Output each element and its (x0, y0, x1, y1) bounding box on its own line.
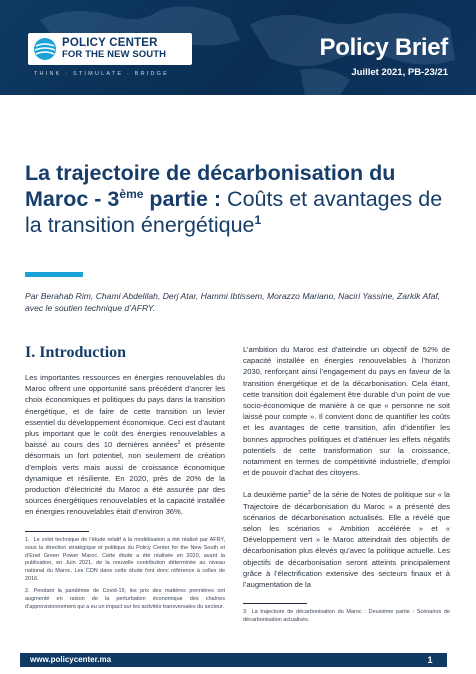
title-part-1: La trajectoire de décarbonisation du Maroc - 3 (25, 161, 396, 211)
footnote-number: 3. (243, 609, 248, 615)
footnote-number: 2. (25, 588, 30, 594)
logo-line-2: FOR THE NEW SOUTH (62, 49, 167, 60)
page-title (25, 160, 455, 238)
footnote-2 (25, 588, 225, 611)
intro-text-b: et présente désormais un fort potentiel, non seulement de création d’emplois verts mais aussi de croissance économique dynamique et résiliente. En 2020, près de 20% de la production d’électricité du Maroc a été assurée par des sources énergétiques renouvelables et la capacité installée en énergies renouvelables était d’environ 36%. (25, 440, 226, 517)
document-type: Policy Brief (319, 34, 448, 61)
title-part-2: partie : (143, 187, 222, 211)
authors: Par Berahab Rim, Chami Abdelilah, Derj Atar, Hammi Ibtissem, Morazzo Mariano, Naciri Yassine, Zarkik Afaf, avec le soutien technique d’AFRY. (25, 291, 441, 313)
date-reference: Juillet 2021, PB-23/21 (351, 67, 448, 78)
header-banner (0, 0, 476, 95)
intro-paragraph-1 (25, 372, 225, 518)
title-accent-rule (25, 272, 83, 277)
footnote-text: Pendant la pandémie de Covid-19, les prix des matières premières ont augmenté en raison de la perturbation économique des chaînes d’approvisionnement qui a eu un impact sur les activités transversales du secteur. (25, 588, 225, 610)
footnote-ref-2: 2 (177, 440, 181, 447)
footnote-number: 1. (25, 537, 30, 543)
tagline: THINK · STIMULATE · BRIDGE (34, 71, 170, 77)
title-superscript: ème (119, 187, 144, 201)
footnote-text: Le volet technique de l’étude relatif à la modélisation a été réalisé par AFRY, sous la direction stratégique et politique du Policy Center for the New South et d’Enel Green Power Maroc. Cette étude a été réalisée en 2020, avant la publication, en Juin 2021, de la nouvelle contribution déterminée au niveau national du Maroc. Les CDN dans cette étude font donc référence à celles de 2016. (25, 537, 225, 582)
logo-text (62, 38, 166, 60)
page-number: 1 (413, 653, 447, 667)
title-part-3: Coûts et avantages de la transition énergétique (25, 187, 443, 237)
title-footnote-ref: 1 (254, 213, 262, 227)
footnote-1 (25, 537, 225, 584)
right-column (243, 344, 450, 590)
logo[interactable] (28, 33, 192, 65)
intro-paragraph-3 (243, 489, 450, 590)
left-column (25, 372, 225, 518)
logo-line-1: POLICY CENTER (62, 37, 158, 49)
footnote-rule-right (243, 603, 307, 604)
footnote-ref-3: 3 (307, 490, 311, 497)
footnote-text: La trajectoire de décarbonisation du Maroc : Deuxième partie : Scénarios de décarbonisation actualisés. (243, 609, 450, 623)
intro-paragraph-2: L’ambition du Maroc est d’atteindre un objectif de 52% de capacité installée en énergies renouvelables à l’horizon 2030, renforçant ainsi l’engagement du pays en faveur de la transition énergétique et de la décarbonisation. Cela étant, cette transition doit également être durable d’un point de vue socio-économique de manière à ce que « personne ne soit laissé pour compte ». Il convient donc de quantifier les coûts et les avantages de cette transition, afin d’identifier les bonnes approches politiques et d’atténuer les effets négatifs potentiels de cette transformation sur la croissance, notamment en termes de compétitivité industrielle, d’emploi et de pouvoir d’achat des citoyens. (243, 345, 450, 478)
section-heading: I. Introduction (25, 344, 127, 361)
intro-text-d: de la série de Notes de politique sur « la Trajectoire de décarbonisation du Maroc » a présenté des scénarios de décarbonisation actualisés. Elle a révélé que selon les scénarios « Ambition accélérée » et « Développement vert » le Maroc atteindrait des objectifs de décarbonisation plus élevés qu’avec la politique actuelle. Les objectifs de décarbonisation seront atteints principalement grâce à l’électrification extensive des secteurs finaux et à l’augmentation de la (243, 490, 450, 590)
footnote-rule-left (25, 531, 89, 532)
globe-logo-icon (33, 37, 57, 61)
intro-text-a: Les importantes ressources en énergies renouvelables du Maroc offrent une opportunité sans précédent d’ancrer les choix économiques et politiques du pays dans la transition énergétique, et de faire de cette transition un levier essentiel du développement économique. Ceci est d’autant plus important que le coût des énergies renouvelables a baissé au cours des 10 dernières années (25, 373, 225, 450)
website-link[interactable]: www.policycenter.ma (30, 655, 112, 664)
intro-text-c: La deuxième partie (243, 490, 308, 500)
footnote-3 (243, 609, 450, 625)
